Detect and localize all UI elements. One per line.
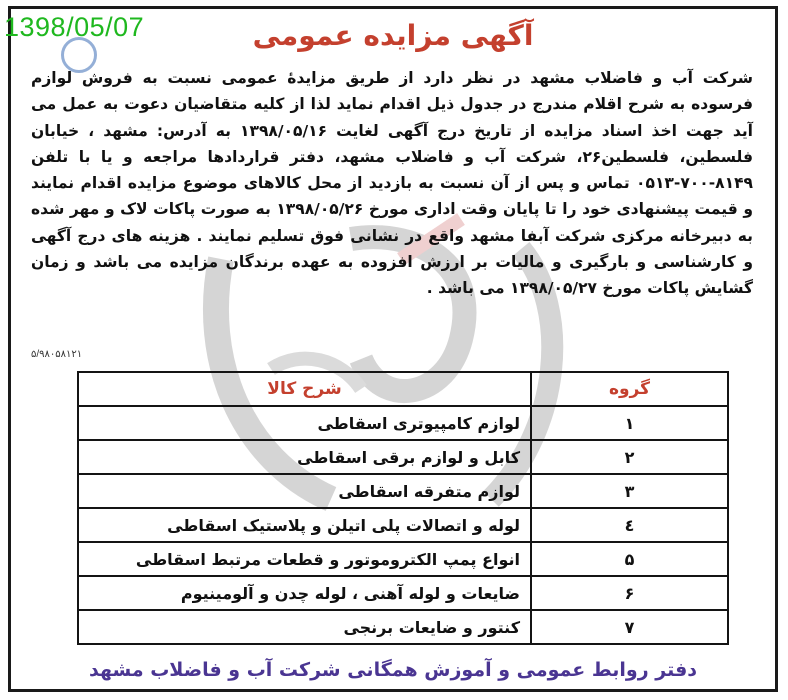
row-group-number: ۵ bbox=[531, 542, 728, 576]
row-group-number: ۱ bbox=[531, 406, 728, 440]
date-stamp: 1398/05/07 bbox=[4, 12, 145, 42]
notice-frame bbox=[8, 6, 778, 692]
table-row bbox=[78, 542, 728, 576]
row-group-number: ۳ bbox=[531, 474, 728, 508]
table-row bbox=[78, 508, 728, 542]
items-table bbox=[77, 371, 729, 645]
row-group-number: ۲ bbox=[531, 440, 728, 474]
publisher-footer: دفتر روابط عمومی و آموزش همگانی شرکت آب و فاضلاب مشهد bbox=[88, 659, 698, 681]
row-description: لوازم کامپیوتری اسقاطی bbox=[78, 406, 531, 440]
table-row bbox=[78, 474, 728, 508]
row-description: کابل و لوازم برقی اسقاطی bbox=[78, 440, 531, 474]
table-row bbox=[78, 406, 728, 440]
row-description: لوازم متفرقه اسقاطی bbox=[78, 474, 531, 508]
table-row bbox=[78, 576, 728, 610]
row-group-number: ٤ bbox=[531, 508, 728, 542]
row-group-number: ۷ bbox=[531, 610, 728, 644]
notice-title: آگهی مزایده عمومی bbox=[252, 19, 534, 52]
header-description: شرح کالا bbox=[78, 372, 531, 406]
row-description: لوله و اتصالات پلی اتیلن و پلاستیک اسقاطی bbox=[78, 508, 531, 542]
row-group-number: ۶ bbox=[531, 576, 728, 610]
table-row bbox=[78, 440, 728, 474]
table-row bbox=[78, 610, 728, 644]
row-description: انواع پمپ الکتروموتور و قطعات مرتبط اسقاطی bbox=[78, 542, 531, 576]
notice-body: شرکت آب و فاضلاب مشهد در نظر دارد از طریق مزایدهٔ عمومی نسبت به فروش لوازم فرسوده به شرح اقلام مندرج در جدول ذیل اقدام نماید لذا از کلیه متقاضیان دعوت به عمل می آید جهت اخذ اسناد مزایده از تاریخ درج آگهی لغایت ۱۳۹۸/۰۵/۱۶ به آدرس: مشهد ، خیابان فلسطین، فلسطین۲۶، شرکت آب و فاضلاب مشهد، دفتر قراردادها مراجعه و یا با تلفن ۸۱۴۹-۷۰۰-۰۵۱۳ تماس و پس از آن نسبت به بازدید از محل کالاهای موضوع مزایده اقدام نمایند و قیمت پیشنهادی خود را تا پایان وقت اداری مورخ ۱۳۹۸/۰۵/۲۶ به صورت پاکات لاک و مهر شده به دبیرخانه مرکزی شرکت آبفا مشهد واقع در نشانی فوق تسلیم نمایند . هزینه های درج آگهی و کارشناسی و بارگیری و مالیات بر ارزش افزوده به عهده برندگان مزایده می باشد و زمان گشایش پاکات مورخ ۱۳۹۸/۰۵/۲۷ می باشد . bbox=[31, 69, 753, 298]
row-description: کنتور و ضایعات برنجی bbox=[78, 610, 531, 644]
row-description: ضایعات و لوله آهنی ، لوله چدن و آلومینیوم bbox=[78, 576, 531, 610]
table-header-row bbox=[78, 372, 728, 406]
header-group: گروه bbox=[531, 372, 728, 406]
reference-number: ۵/۹۸۰۵۸۱۲۱ bbox=[31, 349, 83, 360]
